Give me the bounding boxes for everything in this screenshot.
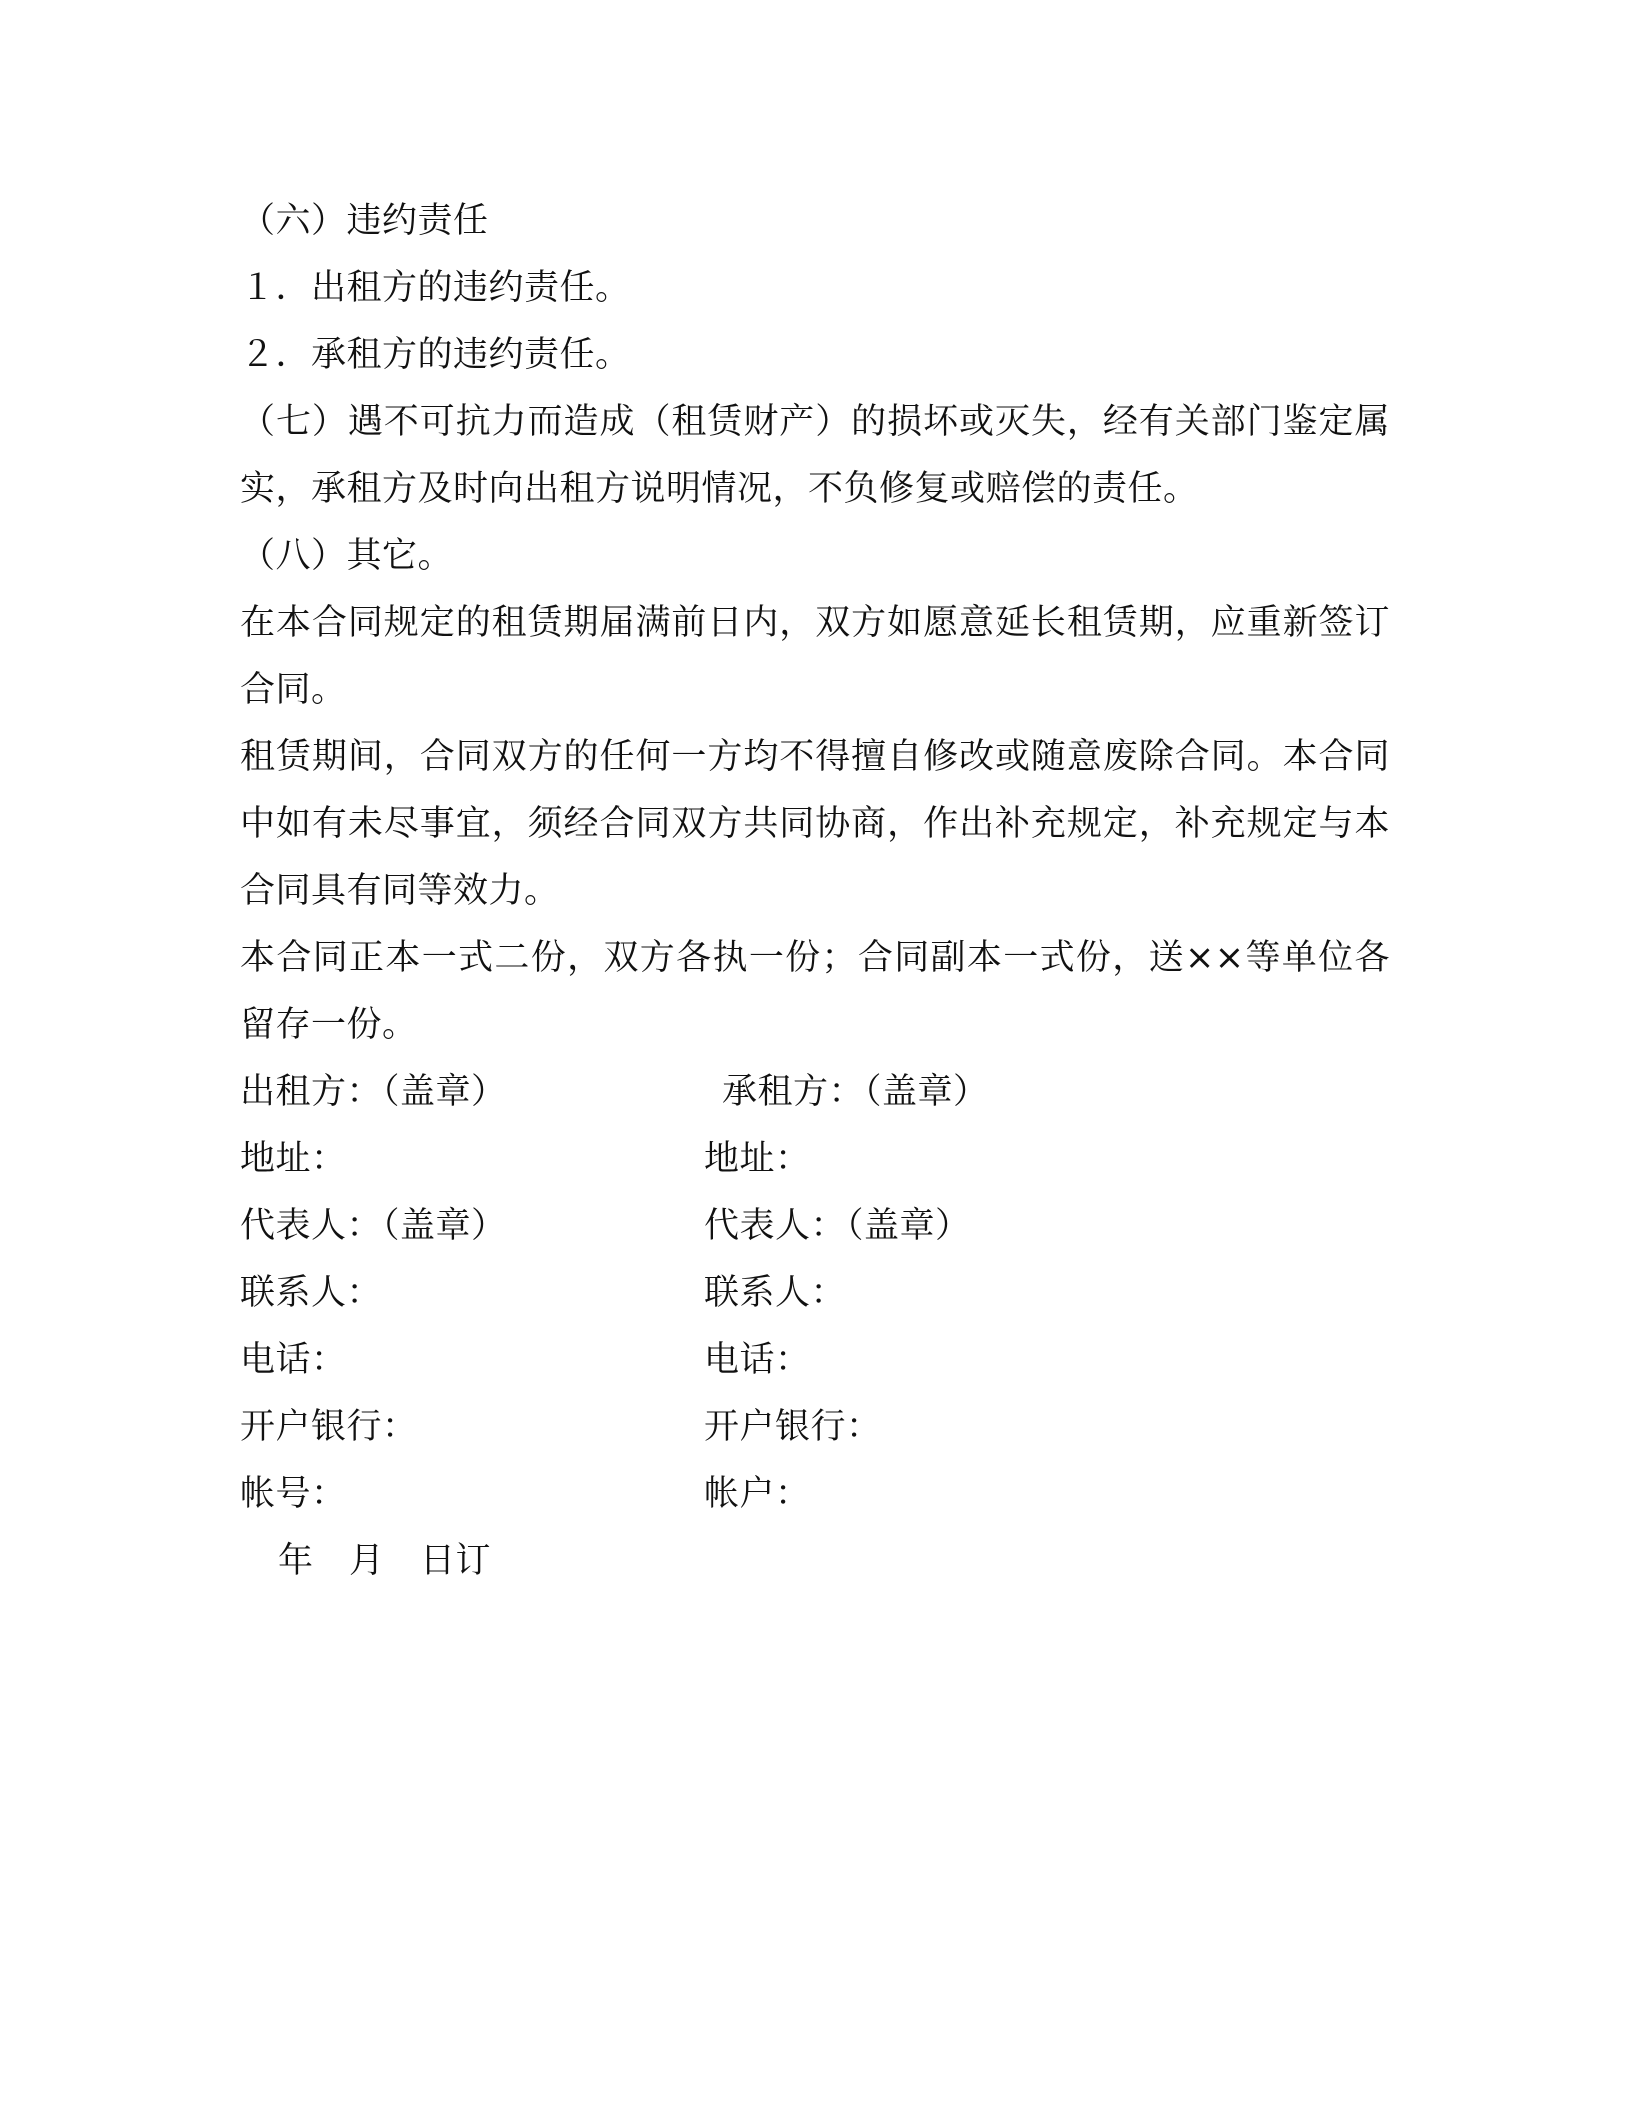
lessor-bank-label: 开户银行： [240, 1407, 418, 1447]
lessee-contact-label: 联系人： [704, 1273, 847, 1313]
signature-row-representative [240, 1193, 1390, 1260]
lessor-party-label: 出租方：（盖章） [240, 1072, 507, 1112]
lessor-contact-label: 联系人： [240, 1273, 383, 1313]
section-6-title: （六）违约责任 [240, 201, 489, 241]
section-8-title: （八）其它。 [240, 536, 454, 576]
lessee-party-label: 承租方：（盖章） [722, 1072, 989, 1112]
signature-row-party [240, 1059, 1390, 1126]
lessee-address-label: 地址： [704, 1139, 811, 1179]
copies-clause: 本合同正本一式二份，双方各执一份；合同副本一式份，送××等单位各留存一份。 [240, 938, 1390, 1045]
lessee-representative-label: 代表人：（盖章） [704, 1206, 971, 1246]
renewal-clause: 在本合同规定的租赁期届满前日内，双方如愿意延长租赁期，应重新签订合同。 [240, 603, 1390, 710]
contract-page [240, 188, 1390, 1595]
lessee-account-label: 帐户： [704, 1474, 811, 1514]
signature-row-phone [240, 1327, 1390, 1394]
signature-row-account [240, 1461, 1390, 1528]
modification-clause: 租赁期间，合同双方的任何一方均不得擅自修改或随意废除合同。本合同中如有未尽事宜，须经合同双方共同协商，作出补充规定，补充规定与本合同具有同等效力。 [240, 737, 1390, 911]
signature-row-contact [240, 1260, 1390, 1327]
signing-date: 年 月 日订 [278, 1541, 492, 1581]
lessor-liability-item: １．出租方的违约责任。 [240, 268, 631, 308]
signature-row-bank [240, 1394, 1390, 1461]
lessor-account-label: 帐号： [240, 1474, 347, 1514]
lessee-liability-item: ２．承租方的违约责任。 [240, 335, 631, 375]
lessor-address-label: 地址： [240, 1139, 347, 1179]
lessee-bank-label: 开户银行： [704, 1407, 882, 1447]
lessor-phone-label: 电话： [240, 1340, 347, 1380]
lessor-representative-label: 代表人：（盖章） [240, 1206, 507, 1246]
force-majeure-clause: （七）遇不可抗力而造成（租赁财产）的损坏或灭失，经有关部门鉴定属实，承租方及时向出租方说明情况，不负修复或赔偿的责任。 [240, 402, 1390, 509]
signature-row-address [240, 1126, 1390, 1193]
lessee-phone-label: 电话： [704, 1340, 811, 1380]
